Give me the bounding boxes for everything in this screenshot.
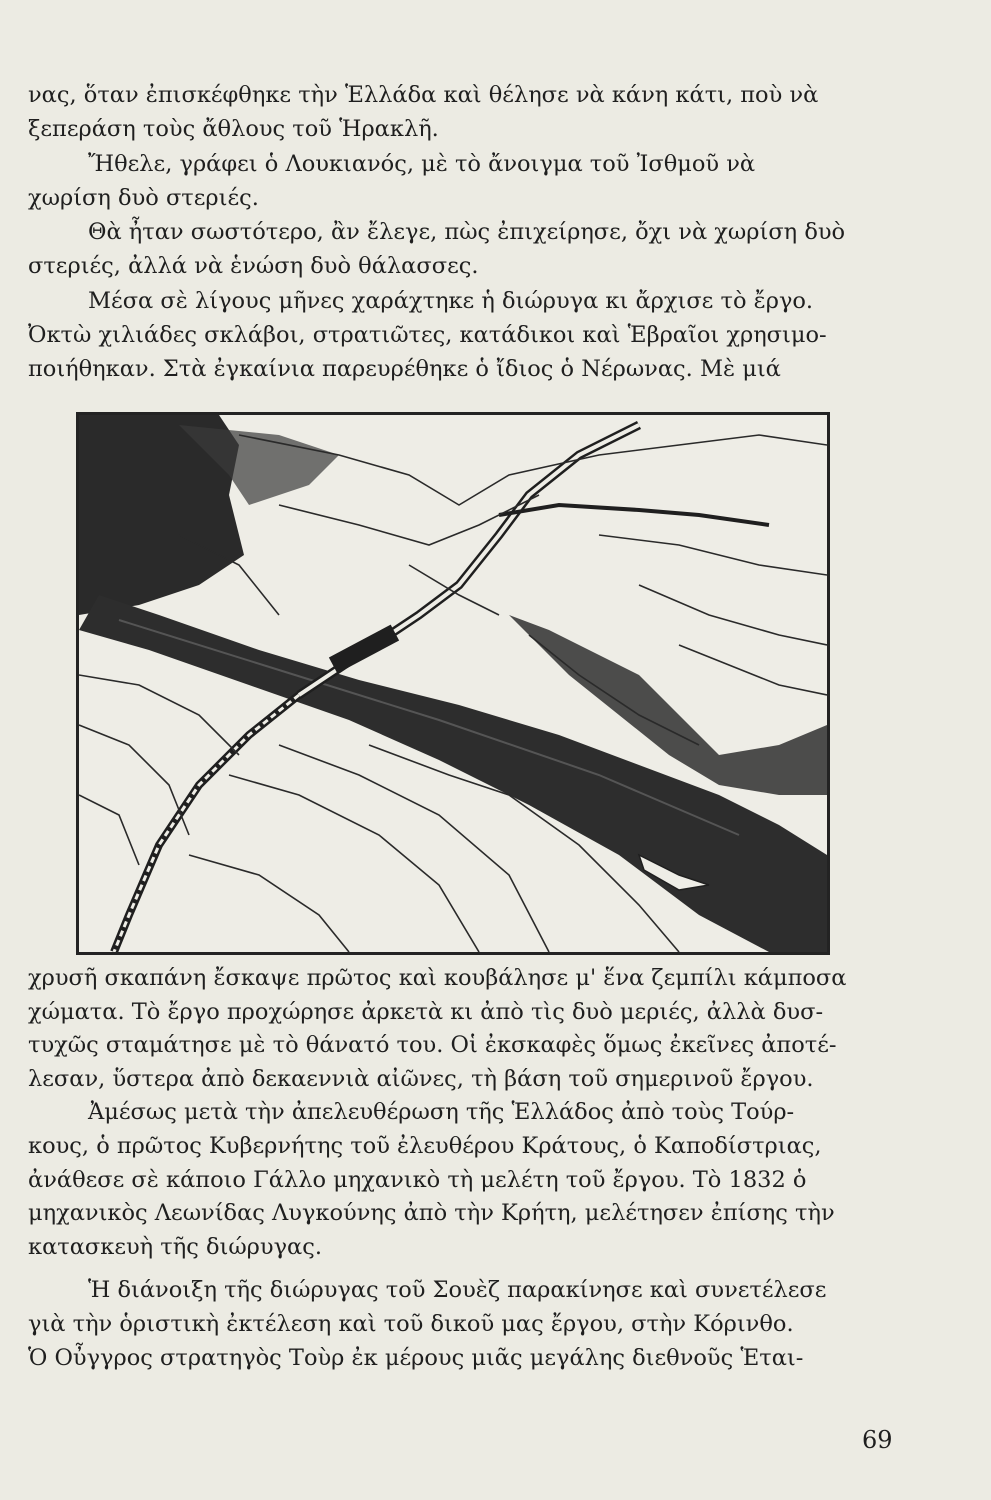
text-line: Θὰ ἦταν σωστότερο, ἂν ἔλεγε, πὼς ἐπιχείρησε, ὄχι νὰ χωρίση δυὸ <box>88 219 846 246</box>
text-block-top <box>28 78 963 387</box>
text-line: κατασκευὴ τῆς διώρυγας. <box>28 1233 322 1260</box>
text-line: μηχανικὸς Λεωνίδας Λυγκούνης ἀπὸ τὴν Κρήτη, μελέτησεν ἐπίσης τὴν <box>28 1200 835 1227</box>
text-line: Ἤθελε, γράφει ὁ Λουκιανός, μὲ τὸ ἄνοιγμα τοῦ Ἰσθμοῦ νὰ <box>88 150 756 177</box>
text-line: χωρίση δυὸ στεριές. <box>28 184 259 211</box>
text-line: Ὀκτὼ χιλιάδες σκλάβοι, στρατιῶτες, κατάδικοι καὶ Ἑβραῖοι χρησιμο- <box>28 322 827 349</box>
text-line: Ὁ Οὖγγρος στρατηγὸς Τοὺρ ἐκ μέρους μιᾶς μεγάλης διεθνοῦς Ἑται- <box>28 1344 804 1371</box>
text-line: κους, ὁ πρῶτος Κυβερνήτης τοῦ ἐλευθέρου Κράτους, ὁ Καποδίστριας, <box>28 1132 822 1159</box>
text-line: Μέσα σὲ λίγους μῆνες χαράχτηκε ἡ διώρυγα κι ἄρχισε τὸ ἔργο. <box>88 287 814 314</box>
text-line: τυχῶς σταμάτησε μὲ τὸ θάνατό του. Οἱ ἐκσκαφὲς ὅμως ἐκεῖνες ἀποτέ- <box>28 1032 837 1059</box>
text-block-bottom <box>28 962 963 1375</box>
text-line: ποιήθηκαν. Στὰ ἐγκαίνια παρευρέθηκε ὁ ἴδιος ὁ Νέρωνας. Μὲ μιά <box>28 356 781 383</box>
text-line: λεσαν, ὕστερα ἀπὸ δεκαεννιὰ αἰῶνες, τὴ βάση τοῦ σημερινοῦ ἔργου. <box>28 1065 814 1092</box>
text-line: ἀνάθεσε σὲ κάποιο Γάλλο μηχανικὸ τὴ μελέτη τοῦ ἔργου. Τὸ 1832 ὁ <box>28 1166 807 1193</box>
canal-illustration <box>76 412 830 955</box>
text-line: Ἡ διάνοιξη τῆς διώρυγας τοῦ Σουὲζ παρακίνησε καὶ συνετέλεσε <box>88 1277 827 1304</box>
text-line: ξεπεράση τοὺς ἄθλους τοῦ Ἡρακλῆ. <box>28 116 439 143</box>
text-line: Ἀμέσως μετὰ τὴν ἀπελευθέρωση τῆς Ἑλλάδος ἀπὸ τοὺς Τούρ- <box>88 1099 795 1126</box>
text-line: χώματα. Τὸ ἔργο προχώρησε ἀρκετὰ κι ἀπὸ τὶς δυὸ μεριές, ἀλλὰ δυσ- <box>28 998 824 1025</box>
text-line: γιὰ τὴν ὁριστικὴ ἐκτέλεση καὶ τοῦ δικοῦ μας ἔργου, στὴν Κόρινθο. <box>28 1310 794 1337</box>
text-line: χρυσῆ σκαπάνη ἔσκαψε πρῶτος καὶ κουβάλησε μ' ἕνα ζεμπίλι κάμποσα <box>28 965 847 991</box>
page-number: 69 <box>862 1426 893 1454</box>
text-line: στεριές, ἀλλά νὰ ἑνώση δυὸ θάλασσες. <box>28 253 479 280</box>
canal-landscape-engraving-icon <box>79 415 827 952</box>
text-line: νας, ὅταν ἐπισκέφθηκε τὴν Ἑλλάδα καὶ θέλησε νὰ κάνη κάτι, ποὺ νὰ <box>28 82 819 108</box>
